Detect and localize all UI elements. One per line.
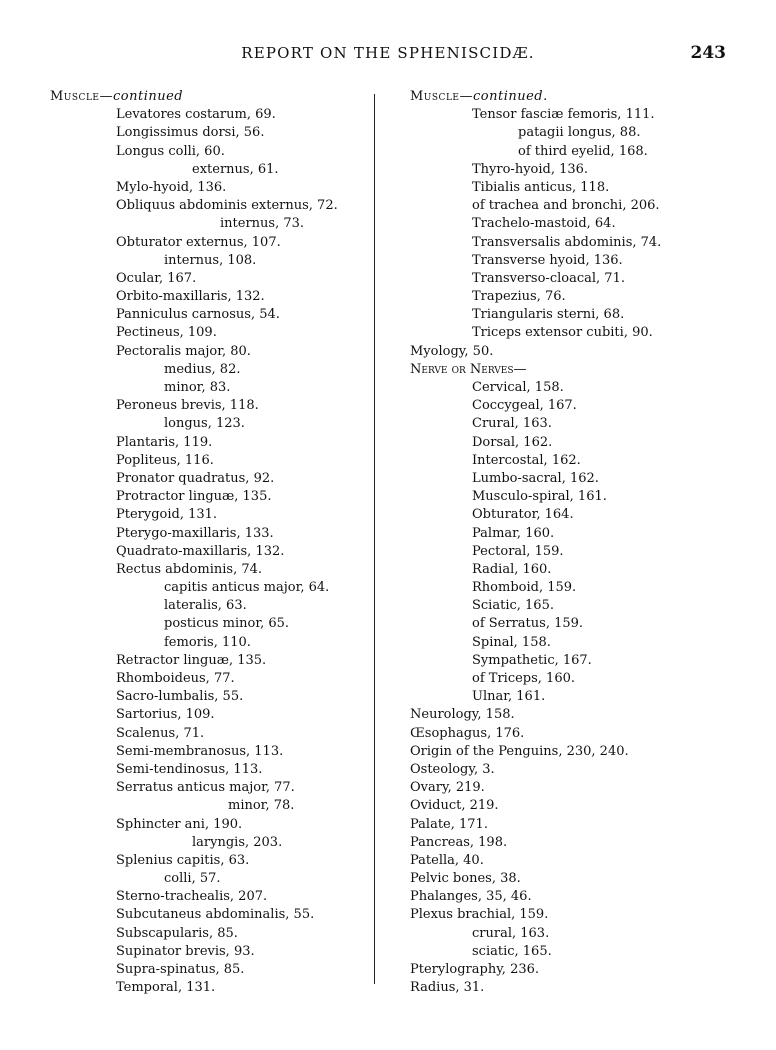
index-entry: Radial, 160. bbox=[472, 561, 552, 577]
index-entry: Trachelo-mastoid, 64. bbox=[472, 216, 616, 232]
index-entry: Dorsal, 162. bbox=[472, 434, 553, 450]
index-entry: of third eyelid, 168. bbox=[518, 143, 648, 159]
index-entry: Nerve or Nerves— bbox=[410, 361, 527, 377]
index-entry: Sacro-lumbalis, 55. bbox=[116, 689, 244, 705]
index-entry: Subscapularis, 85. bbox=[116, 925, 238, 941]
index-entry: of trachea and bronchi, 206. bbox=[472, 198, 660, 214]
index-entry: Palmar, 160. bbox=[472, 525, 555, 541]
index-entry: Supra-spinatus, 85. bbox=[116, 962, 245, 977]
index-entry: Osteology, 3. bbox=[410, 761, 495, 777]
index-entry: Cervical, 158. bbox=[472, 380, 564, 395]
index-entry: Protractor linguæ, 135. bbox=[116, 489, 272, 505]
index-entry: Triceps extensor cubiti, 90. bbox=[472, 325, 653, 341]
index-entry: minor, 83. bbox=[164, 380, 231, 395]
index-entry: Œsophagus, 176. bbox=[410, 725, 525, 741]
index-entry: Supinator brevis, 93. bbox=[116, 943, 255, 959]
index-entry: Rectus abdominis, 74. bbox=[116, 561, 263, 577]
index-entry: Pectineus, 109. bbox=[116, 325, 217, 341]
index-entry: Temporal, 131. bbox=[116, 980, 216, 996]
index-entry: Ulnar, 161. bbox=[472, 689, 546, 705]
index-entry: Transverse hyoid, 136. bbox=[472, 252, 623, 268]
index-entry: Longissimus dorsi, 56. bbox=[116, 125, 265, 141]
index-entry: Pancreas, 198. bbox=[410, 834, 508, 850]
index-entry: minor, 78. bbox=[228, 798, 295, 814]
index-entry: of Serratus, 159. bbox=[472, 616, 584, 632]
index-column-right bbox=[410, 88, 750, 997]
column-heading bbox=[410, 88, 750, 106]
heading-label: Muscle bbox=[410, 89, 460, 104]
index-entry: capitis anticus major, 64. bbox=[164, 580, 330, 596]
index-entry: Peroneus brevis, 118. bbox=[116, 398, 259, 414]
index-entry: Splenius capitis, 63. bbox=[116, 852, 250, 868]
index-entry: Coccygeal, 167. bbox=[472, 398, 577, 414]
index-entry: laryngis, 203. bbox=[192, 834, 283, 850]
heading-suffix: —continued bbox=[99, 89, 184, 104]
index-entry: Popliteus, 116. bbox=[116, 452, 214, 468]
index-entry: Intercostal, 162. bbox=[472, 452, 581, 468]
index-entry: Plantaris, 119. bbox=[116, 434, 213, 450]
index-entry: Pterylography, 236. bbox=[410, 962, 540, 977]
index-entry: Sterno-trachealis, 207. bbox=[116, 889, 268, 905]
index-entry: Tibialis anticus, 118. bbox=[472, 179, 610, 195]
index-entry: Panniculus carnosus, 54. bbox=[116, 307, 280, 323]
heading-label: Muscle bbox=[50, 89, 100, 104]
index-entry: longus, 123. bbox=[164, 416, 245, 432]
index-entry: medius, 82. bbox=[164, 361, 241, 377]
index-entry: Phalanges, 35, 46. bbox=[410, 889, 532, 905]
index-entry: Obliquus abdominis externus, 72. bbox=[116, 198, 338, 214]
index-entry: colli, 57. bbox=[164, 871, 221, 887]
index-entry: Tensor fasciæ femoris, 111. bbox=[472, 107, 655, 123]
index-entry: Spinal, 158. bbox=[472, 634, 551, 650]
column-heading bbox=[50, 88, 370, 106]
index-entry: Radius, 31. bbox=[410, 980, 485, 996]
index-entry: Quadrato-maxillaris, 132. bbox=[116, 543, 285, 559]
index-entry: femoris, 110. bbox=[164, 634, 251, 650]
index-entry: Orbito-maxillaris, 132. bbox=[116, 289, 265, 305]
index-entry: Levatores costarum, 69. bbox=[116, 107, 276, 123]
index-entry: Obturator, 164. bbox=[472, 507, 574, 523]
index-entry: Pectoral, 159. bbox=[472, 543, 564, 559]
index-entry: Pterygoid, 131. bbox=[116, 507, 218, 523]
index-entry: Crural, 163. bbox=[472, 416, 552, 432]
index-entry: Pterygo-maxillaris, 133. bbox=[116, 525, 274, 541]
index-entry: Patella, 40. bbox=[410, 852, 484, 868]
index-entry: sciatic, 165. bbox=[472, 943, 552, 959]
index-entry: Transversalis abdominis, 74. bbox=[472, 234, 662, 250]
index-entry: Musculo-spiral, 161. bbox=[472, 489, 607, 505]
index-entry: Ocular, 167. bbox=[116, 270, 197, 286]
running-header-title: REPORT ON THE SPHENISCIDÆ. bbox=[241, 44, 535, 62]
column-divider bbox=[374, 94, 375, 984]
index-entry: Retractor linguæ, 135. bbox=[116, 652, 267, 668]
index-entry: of Triceps, 160. bbox=[472, 671, 575, 686]
index-entry: Triangularis sterni, 68. bbox=[472, 307, 625, 323]
index-entry: Ovary, 219. bbox=[410, 780, 485, 796]
page-number: 243 bbox=[690, 43, 726, 63]
index-entry: Neurology, 158. bbox=[410, 707, 515, 723]
index-entry: Sympathetic, 167. bbox=[472, 652, 592, 668]
index-entry: lateralis, 63. bbox=[164, 598, 247, 614]
index-entry: crural, 163. bbox=[472, 925, 550, 941]
index-entry: Subcutaneus abdominalis, 55. bbox=[116, 907, 315, 923]
index-entry: Obturator externus, 107. bbox=[116, 234, 281, 250]
index-column-left bbox=[50, 88, 370, 997]
index-entry: posticus minor, 65. bbox=[164, 616, 290, 632]
index-entry: Transverso-cloacal, 71. bbox=[472, 270, 625, 286]
index-entry: Pelvic bones, 38. bbox=[410, 871, 521, 887]
index-entry: Oviduct, 219. bbox=[410, 798, 499, 814]
index-entry: Semi-tendinosus, 113. bbox=[116, 761, 263, 777]
index-entry: Lumbo-sacral, 162. bbox=[472, 470, 599, 486]
index-entry: Pectoralis major, 80. bbox=[116, 343, 251, 359]
index-entry: Thyro-hyoid, 136. bbox=[472, 161, 589, 177]
index-entry: Sciatic, 165. bbox=[472, 598, 554, 614]
index-entry: Rhomboid, 159. bbox=[472, 580, 577, 596]
index-entry: Sartorius, 109. bbox=[116, 707, 215, 723]
index-entry: Trapezius, 76. bbox=[472, 289, 566, 305]
index-entry: externus, 61. bbox=[192, 161, 279, 177]
index-entry: Palate, 171. bbox=[410, 816, 488, 832]
index-entry: Rhomboideus, 77. bbox=[116, 671, 235, 686]
index-entry: patagii longus, 88. bbox=[518, 125, 641, 141]
index-entry: Semi-membranosus, 113. bbox=[116, 743, 284, 759]
index-entry: Mylo-hyoid, 136. bbox=[116, 179, 227, 195]
index-entry: Pronator quadratus, 92. bbox=[116, 470, 275, 486]
index-entry: Origin of the Penguins, 230, 240. bbox=[410, 743, 629, 759]
index-entry: internus, 73. bbox=[220, 216, 305, 232]
index-entry: Myology, 50. bbox=[410, 343, 494, 359]
index-entry: Longus colli, 60. bbox=[116, 143, 225, 159]
index-entry: internus, 108. bbox=[164, 252, 257, 268]
heading-suffix: —continued. bbox=[459, 89, 548, 104]
index-entry: Plexus brachial, 159. bbox=[410, 907, 549, 923]
index-entry: Serratus anticus major, 77. bbox=[116, 780, 295, 796]
index-entry: Scalenus, 71. bbox=[116, 725, 205, 741]
index-entry: Sphincter ani, 190. bbox=[116, 816, 243, 832]
